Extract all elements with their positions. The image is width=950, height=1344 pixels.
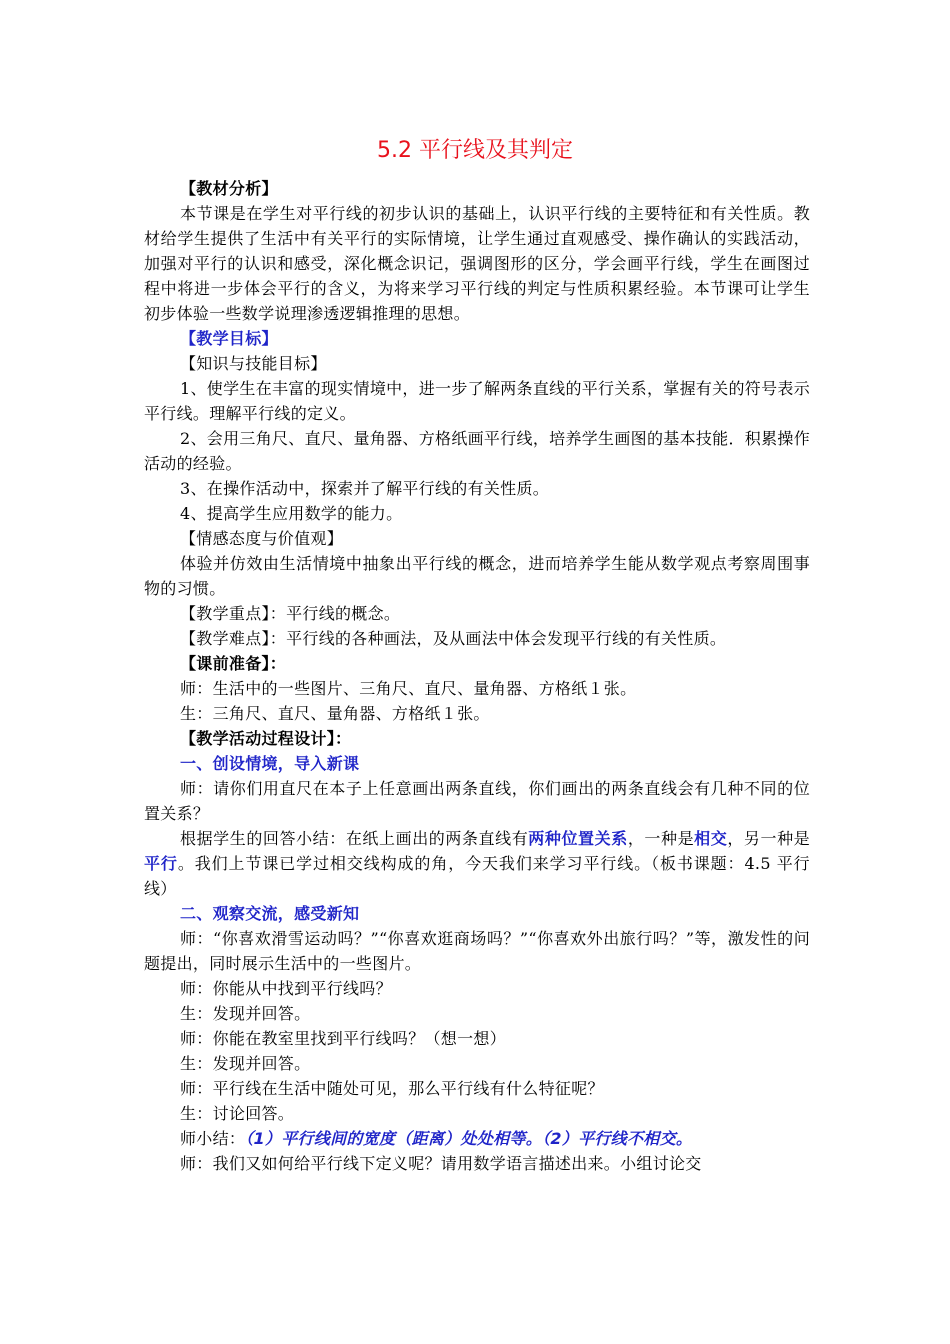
part1-question: 师：请你们用直尺在本子上任意画出两条直线，你们画出的两条直线会有几种不同的位置关系？ <box>144 779 810 823</box>
part2-heading: 二、观察交流，感受新知 <box>180 904 360 923</box>
dialogue-line-4: 师：你能在教室里找到平行线吗？（想一想） <box>180 1029 507 1048</box>
part1-summary: 根据学生的回答小结：在纸上画出的两条直线有两种位置关系，一种是相交，另一种是平行。我们上节课已学过相交线构成的角，今天我们来学习平行线。（板书课题：4.5 平行线） <box>144 829 810 898</box>
goal-item-2: 2、会用三角尺、直尺、量角器、方格纸画平行线，培养学生画图的基本技能．积累操作活动的经验。 <box>144 429 810 473</box>
dialogue-line-9: 师：我们又如何给平行线下定义呢？请用数学语言描述出来。小组讨论交 <box>180 1154 702 1173</box>
section-heading-goals: 【教学目标】 <box>180 329 278 348</box>
document-body <box>144 176 810 1176</box>
goal-item-1: 1、使学生在丰富的现实情境中，进一步了解两条直线的平行关系，掌握有关的符号表示平行线。理解平行线的定义。 <box>144 379 810 423</box>
prep-teacher: 师：生活中的一些图片、三角尺、直尺、量角器、方格纸１张。 <box>180 679 637 698</box>
key-point: 【教学重点】：平行线的概念。 <box>180 604 401 623</box>
teacher-summary: 师小结：（1）平行线间的宽度（距离）处处相等。（2）平行线不相交。 <box>180 1129 693 1148</box>
part1-heading: 一、创设情境，导入新课 <box>180 754 360 773</box>
goal-item-3: 3、在操作活动中，探索并了解平行线的有关性质。 <box>180 479 550 498</box>
section-heading-analysis: 【教材分析】 <box>180 179 278 198</box>
dialogue-line-7: 生：讨论回答。 <box>180 1104 295 1123</box>
difficulty-point: 【教学难点】：平行线的各种画法，及从画法中体会发现平行线的有关性质。 <box>180 629 727 648</box>
subheading-knowledge: 【知识与技能目标】 <box>180 354 327 373</box>
dialogue-line-2: 师：你能从中找到平行线吗？ <box>180 979 392 998</box>
subheading-attitude: 【情感态度与价值观】 <box>180 529 344 548</box>
dialogue-line-3: 生：发现并回答。 <box>180 1004 311 1023</box>
paragraph-attitude: 体验并仿效由生活情境中抽象出平行线的概念，进而培养学生能从数学观点考察周围事物的习惯。 <box>144 554 810 598</box>
dialogue-line-1: 师：“你喜欢滑雪运动吗？”“你喜欢逛商场吗？”“你喜欢外出旅行吗？”等，激发性的问题提出，同时展示生活中的一些图片。 <box>144 929 810 973</box>
paragraph-analysis: 本节课是在学生对平行线的初步认识的基础上，认识平行线的主要特征和有关性质。教材给学生提供了生活中有关平行的实际情境，让学生通过直观感受、操作确认的实践活动，加强对平行的认识和感受，深化概念识记，强调图形的区分，学会画平行线，学生在画图过程中将进一步体会平行的含义，为将来学习平行线的判定与性质积累经验。本节课可让学生初步体验一些数学说理渗透逻辑推理的思想。 <box>144 204 810 323</box>
page-title: 5.2 平行线及其判定 <box>377 138 573 163</box>
dialogue-line-6: 师：平行线在生活中随处可见，那么平行线有什么特征呢？ <box>180 1079 604 1098</box>
prep-student: 生：三角尺、直尺、量角器、方格纸１张。 <box>180 704 490 723</box>
section-heading-process: 【教学活动过程设计】： <box>180 729 352 748</box>
section-heading-preparation: 【课前准备】： <box>180 654 287 673</box>
dialogue-line-5: 生：发现并回答。 <box>180 1054 311 1073</box>
goal-item-4: 4、提高学生应用数学的能力。 <box>180 504 403 523</box>
